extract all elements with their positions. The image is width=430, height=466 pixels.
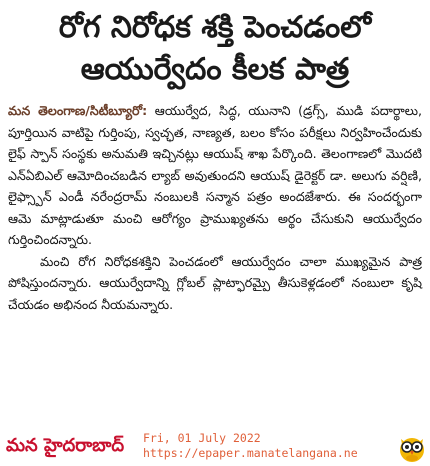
edition-url[interactable]: https://epaper.manatelangana.ne xyxy=(143,446,358,460)
footer xyxy=(0,428,430,466)
article-paragraph-2: మంచి రోగ నిరోధకశక్తిని పెంచడంలో ఆయుర్వేదం చాలా ముఖ్యమైన పాత్ర పోషిస్తుందన్నారు. ఆయుర్వేదాన్ని గ్లోబల్ ప్లాట్ఫారమ్పై తీసుకెళ్లడంలో నంబులా కృషి చేయడం అభినంద నీయమన్నారు. xyxy=(8,253,422,312)
paragraph-1-text: ఆయుర్వేద, సిద్ధ, యునాని (డ్రగ్స్, ముడి పదార్థాలు, పూర్తియిన వాటిపై గుర్తింపు, స్వచ్ఛత, నాణ్యత, బలం కోసం పరీక్షలు నిర్వహించేందుకు లైఫ్ స్పాన్ సంస్థకు అనుమతి ఇచ్చినట్లు ఆయుష్ శాఖ పేర్కొంది. తెలంగాణలో మొదటి ఎన్ఏబిఎల్ ఆమోదించబడిన ల్యాబ్ అవుతుందని ఆయుష్ డైరెక్టర్ డా. అలుగు వర్షిణి, లైఫ్స్పాన్ ఎండీ నరేంద్రరామ్ నంబులకి సన్మాన పత్రం అందజేశారు. ఈ సందర్భంగా ఆమె మాట్లాడుతూ మంచి ఆరోగ్యం ప్రాముఖ్యతను అర్థం చేసుకుని ఆయుర్వేదం గుర్తించిందన్నారు. xyxy=(8,103,422,247)
article-paragraph-1 xyxy=(8,100,422,251)
owl-icon xyxy=(398,431,426,463)
article-body xyxy=(8,100,422,315)
edition-meta xyxy=(143,431,393,461)
dateline: మన తెలంగాణ/సిటీబ్యూరో: xyxy=(8,103,148,118)
headline-line-1: రోగ నిరోధక శక్తి పెంచడంలో xyxy=(58,10,372,45)
headline-line-2: ఆయుర్వేదం కీలక పాత్ర xyxy=(80,52,350,87)
edition-date: Fri, 01 July 2022 xyxy=(143,431,261,445)
brand-logo: మన హైదరాబాద్ xyxy=(6,435,125,456)
